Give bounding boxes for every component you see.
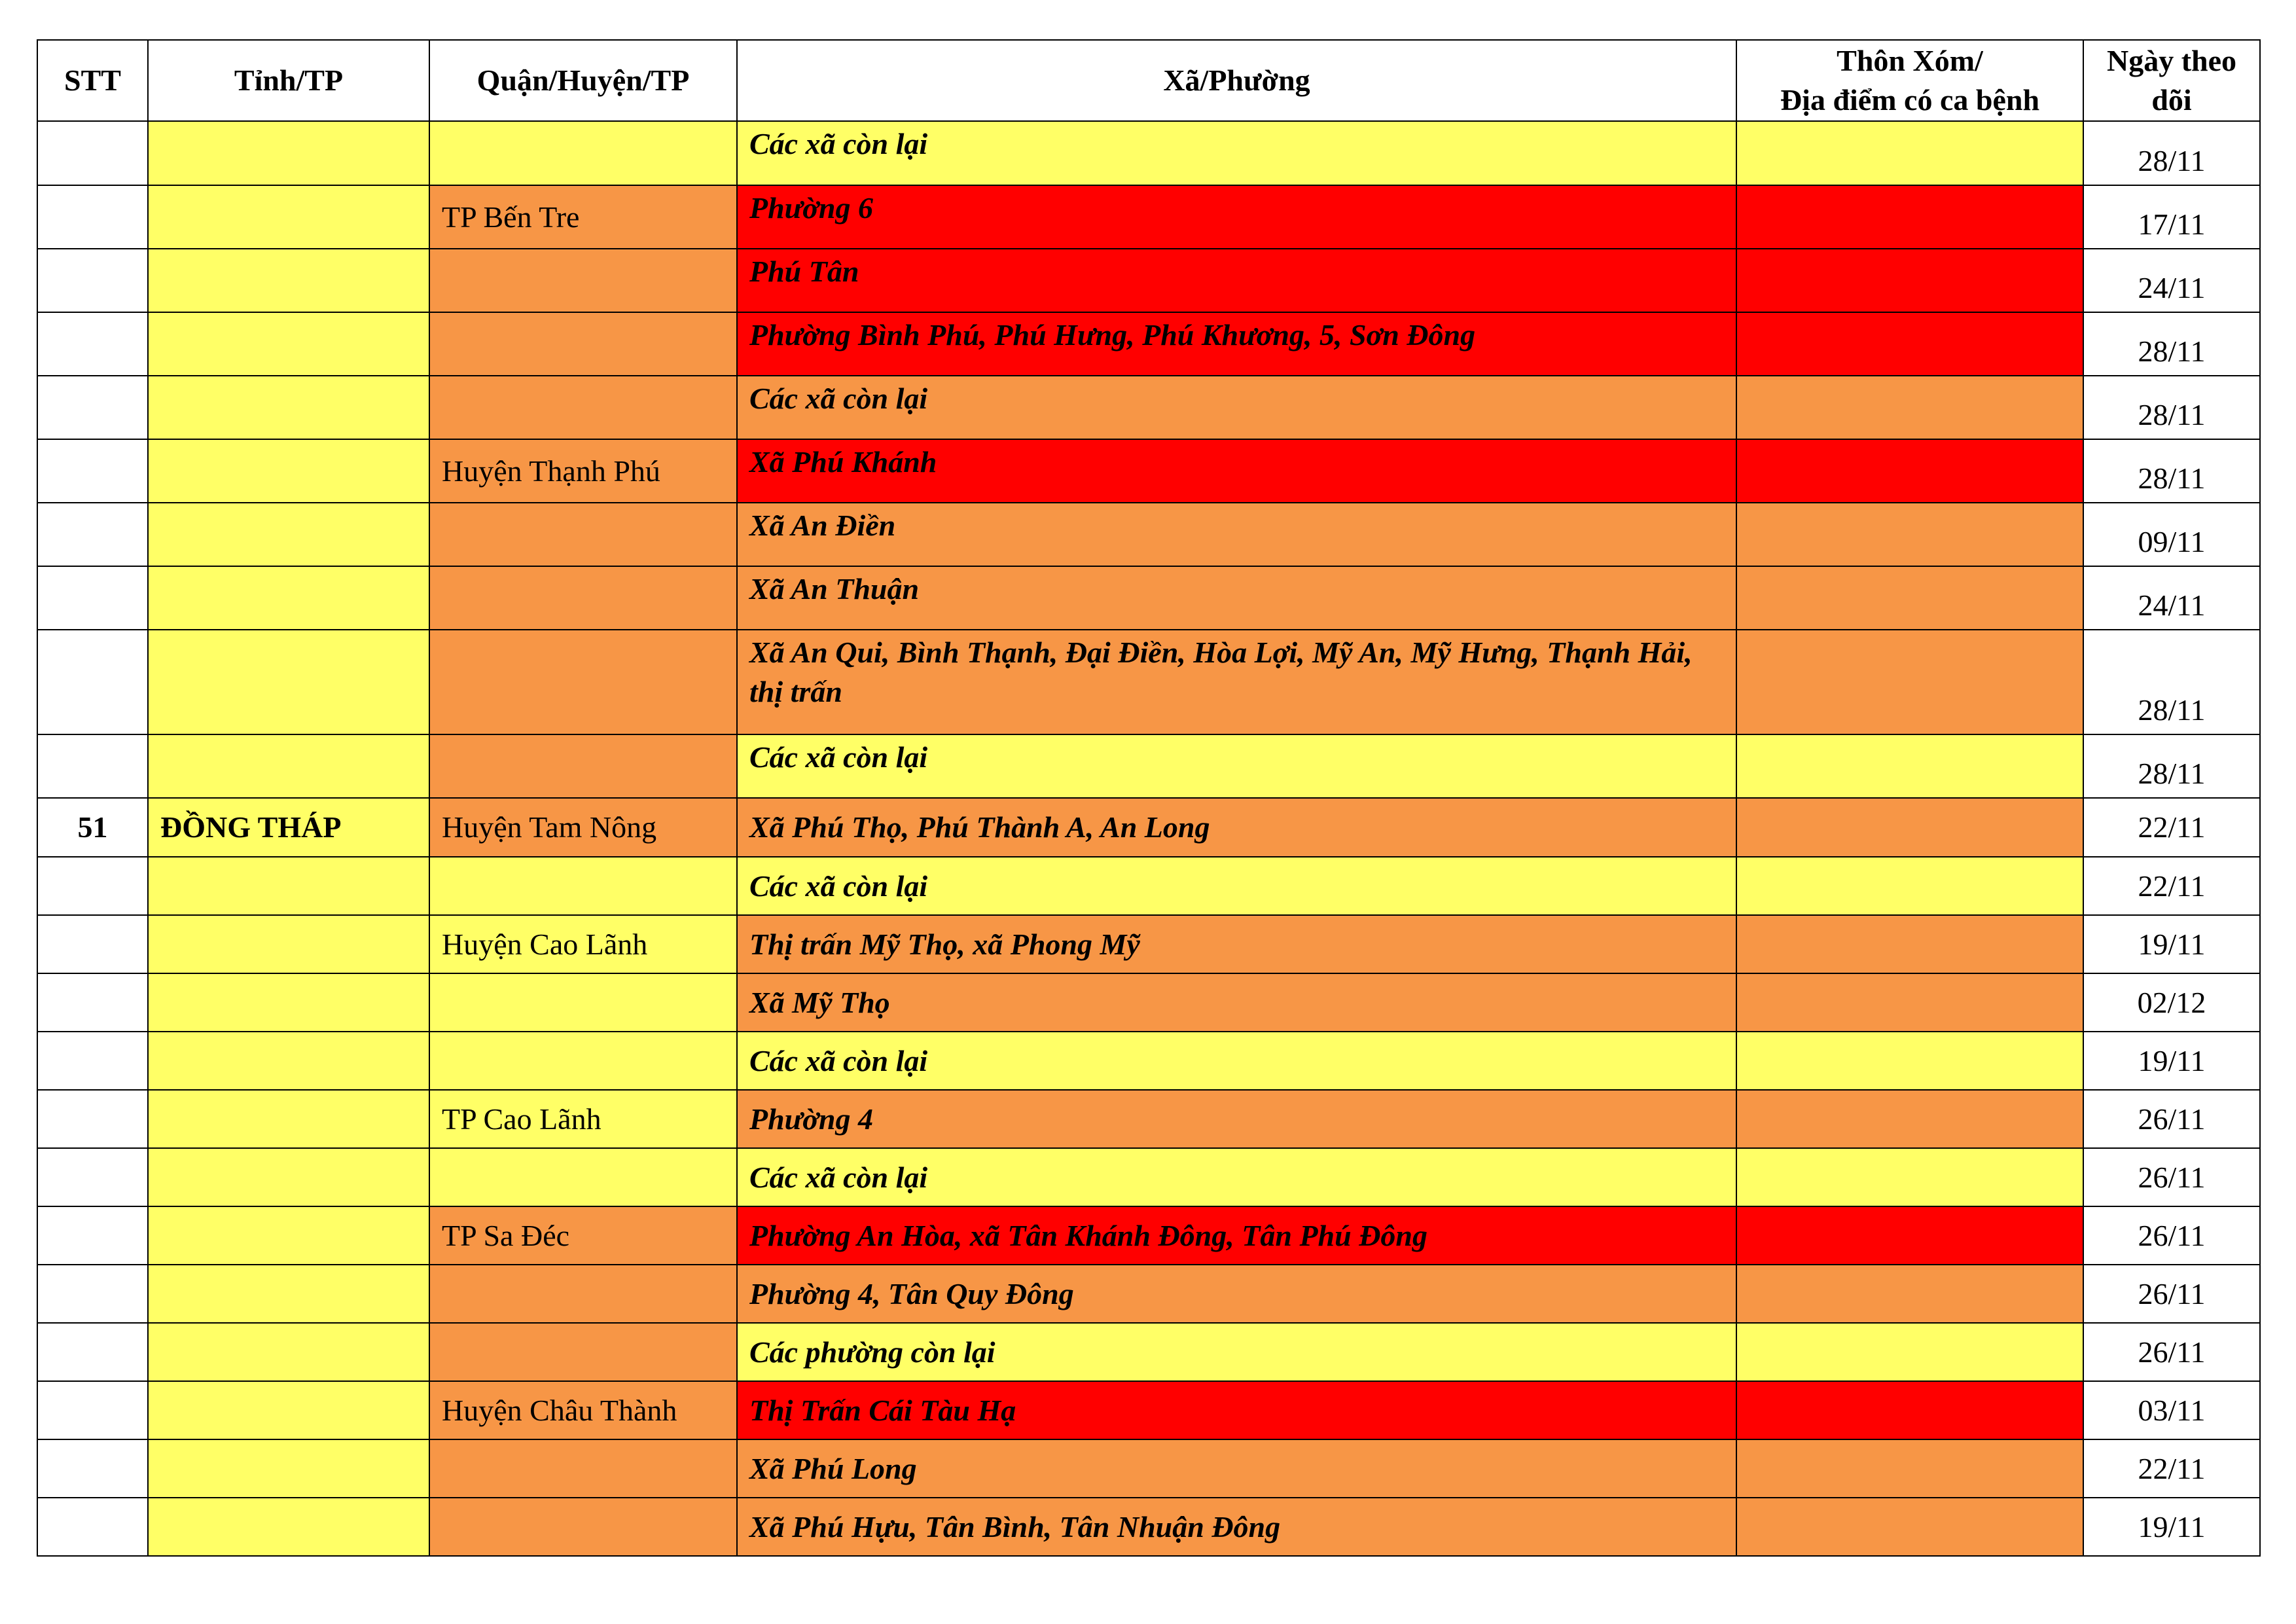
header-district: Quận/Huyện/TP xyxy=(429,40,737,121)
stt-cell xyxy=(37,439,148,503)
hamlet-cell xyxy=(1736,1265,2083,1323)
header-row xyxy=(37,40,2260,121)
date-cell: 17/11 xyxy=(2083,185,2260,249)
district-cell xyxy=(429,312,737,376)
hamlet-cell xyxy=(1736,121,2083,185)
district-cell: Huyện Thạnh Phú xyxy=(429,439,737,503)
province-cell xyxy=(148,185,429,249)
hamlet-cell xyxy=(1736,1498,2083,1556)
province-cell xyxy=(148,376,429,439)
ward-cell: Phường An Hòa, xã Tân Khánh Đông, Tân Phú Đông xyxy=(737,1206,1736,1265)
table-row xyxy=(37,566,2260,630)
hamlet-cell xyxy=(1736,1323,2083,1381)
date-cell: 19/11 xyxy=(2083,1498,2260,1556)
header-province: Tỉnh/TP xyxy=(148,40,429,121)
table-row xyxy=(37,798,2260,857)
stt-cell xyxy=(37,630,148,734)
province-cell xyxy=(148,312,429,376)
ward-cell: Phường 6 xyxy=(737,185,1736,249)
date-cell: 28/11 xyxy=(2083,312,2260,376)
ward-cell: Phú Tân xyxy=(737,249,1736,312)
date-cell: 22/11 xyxy=(2083,857,2260,915)
stt-cell: 51 xyxy=(37,798,148,857)
date-cell: 28/11 xyxy=(2083,121,2260,185)
date-cell: 03/11 xyxy=(2083,1381,2260,1439)
header-stt: STT xyxy=(37,40,148,121)
hamlet-cell xyxy=(1736,915,2083,973)
ward-cell: Xã Phú Thọ, Phú Thành A, An Long xyxy=(737,798,1736,857)
hamlet-cell xyxy=(1736,973,2083,1032)
hamlet-cell xyxy=(1736,503,2083,566)
hamlet-cell xyxy=(1736,1439,2083,1498)
table-row xyxy=(37,121,2260,185)
date-cell: 26/11 xyxy=(2083,1265,2260,1323)
hamlet-cell xyxy=(1736,630,2083,734)
header-ward: Xã/Phường xyxy=(737,40,1736,121)
hamlet-cell xyxy=(1736,376,2083,439)
header-date xyxy=(2083,40,2260,121)
district-cell xyxy=(429,630,737,734)
province-cell: ĐỒNG THÁP xyxy=(148,798,429,857)
hamlet-cell xyxy=(1736,1090,2083,1148)
province-cell xyxy=(148,1439,429,1498)
date-cell: 22/11 xyxy=(2083,1439,2260,1498)
province-cell xyxy=(148,973,429,1032)
header-hamlet xyxy=(1736,40,2083,121)
table-row xyxy=(37,1381,2260,1439)
table-row xyxy=(37,857,2260,915)
table-row xyxy=(37,1148,2260,1206)
district-cell xyxy=(429,249,737,312)
date-cell: 24/11 xyxy=(2083,249,2260,312)
stt-cell xyxy=(37,1032,148,1090)
table-body xyxy=(37,121,2260,1556)
province-cell xyxy=(148,249,429,312)
header-hamlet-line1: Thôn Xóm/ xyxy=(1837,44,1983,77)
ward-cell: Các xã còn lại xyxy=(737,1148,1736,1206)
district-cell xyxy=(429,857,737,915)
ward-cell: Thị Trấn Cái Tàu Hạ xyxy=(737,1381,1736,1439)
date-cell: 26/11 xyxy=(2083,1148,2260,1206)
hamlet-cell xyxy=(1736,566,2083,630)
date-cell: 22/11 xyxy=(2083,798,2260,857)
date-cell: 19/11 xyxy=(2083,915,2260,973)
date-cell: 28/11 xyxy=(2083,734,2260,798)
stt-cell xyxy=(37,566,148,630)
ward-cell: Các xã còn lại xyxy=(737,857,1736,915)
ward-cell: Xã Phú Long xyxy=(737,1439,1736,1498)
date-cell: 28/11 xyxy=(2083,439,2260,503)
province-cell xyxy=(148,857,429,915)
hamlet-cell xyxy=(1736,249,2083,312)
district-cell xyxy=(429,1032,737,1090)
hamlet-cell xyxy=(1736,1032,2083,1090)
hamlet-cell xyxy=(1736,439,2083,503)
hamlet-cell xyxy=(1736,185,2083,249)
table-row xyxy=(37,249,2260,312)
ward-cell: Xã An Điền xyxy=(737,503,1736,566)
stt-cell xyxy=(37,1148,148,1206)
hamlet-cell xyxy=(1736,1206,2083,1265)
hamlet-cell xyxy=(1736,798,2083,857)
ward-cell: Phường 4, Tân Quy Đông xyxy=(737,1265,1736,1323)
district-cell xyxy=(429,1323,737,1381)
stt-cell xyxy=(37,1381,148,1439)
date-cell: 26/11 xyxy=(2083,1206,2260,1265)
province-cell xyxy=(148,630,429,734)
ward-cell: Các xã còn lại xyxy=(737,1032,1736,1090)
stt-cell xyxy=(37,857,148,915)
table-row xyxy=(37,312,2260,376)
stt-cell xyxy=(37,1323,148,1381)
province-cell xyxy=(148,1206,429,1265)
province-cell xyxy=(148,1265,429,1323)
table-row xyxy=(37,1498,2260,1556)
hamlet-cell xyxy=(1736,857,2083,915)
date-cell: 28/11 xyxy=(2083,376,2260,439)
district-cell xyxy=(429,503,737,566)
ward-cell: Các xã còn lại xyxy=(737,734,1736,798)
outbreak-zone-table xyxy=(37,39,2261,1557)
province-cell xyxy=(148,503,429,566)
table-row xyxy=(37,973,2260,1032)
stt-cell xyxy=(37,185,148,249)
district-cell xyxy=(429,1148,737,1206)
district-cell: TP Cao Lãnh xyxy=(429,1090,737,1148)
hamlet-cell xyxy=(1736,312,2083,376)
stt-cell xyxy=(37,503,148,566)
ward-cell: Phường Bình Phú, Phú Hưng, Phú Khương, 5, Sơn Đông xyxy=(737,312,1736,376)
ward-cell: Xã An Thuận xyxy=(737,566,1736,630)
header-date-line2: dõi xyxy=(2151,83,2192,117)
header-hamlet-line2: Địa điểm có ca bệnh xyxy=(1780,83,2040,117)
ward-cell: Các phường còn lại xyxy=(737,1323,1736,1381)
table-row xyxy=(37,630,2260,734)
stt-cell xyxy=(37,1090,148,1148)
stt-cell xyxy=(37,734,148,798)
table-row xyxy=(37,1206,2260,1265)
table-row xyxy=(37,1032,2260,1090)
stt-cell xyxy=(37,915,148,973)
stt-cell xyxy=(37,1265,148,1323)
table-row xyxy=(37,734,2260,798)
table-row xyxy=(37,1265,2260,1323)
district-cell: Huyện Tam Nông xyxy=(429,798,737,857)
ward-cell: Xã Phú Hựu, Tân Bình, Tân Nhuận Đông xyxy=(737,1498,1736,1556)
province-cell xyxy=(148,1323,429,1381)
table-row xyxy=(37,376,2260,439)
district-cell xyxy=(429,376,737,439)
province-cell xyxy=(148,1090,429,1148)
province-cell xyxy=(148,1148,429,1206)
district-cell xyxy=(429,1265,737,1323)
district-cell xyxy=(429,1498,737,1556)
ward-cell: Thị trấn Mỹ Thọ, xã Phong Mỹ xyxy=(737,915,1736,973)
date-cell: 09/11 xyxy=(2083,503,2260,566)
province-cell xyxy=(148,1498,429,1556)
hamlet-cell xyxy=(1736,734,2083,798)
table-row xyxy=(37,503,2260,566)
stt-cell xyxy=(37,1439,148,1498)
stt-cell xyxy=(37,121,148,185)
district-cell: TP Sa Đéc xyxy=(429,1206,737,1265)
stt-cell xyxy=(37,1498,148,1556)
date-cell: 26/11 xyxy=(2083,1090,2260,1148)
province-cell xyxy=(148,439,429,503)
date-cell: 19/11 xyxy=(2083,1032,2260,1090)
district-cell xyxy=(429,734,737,798)
stt-cell xyxy=(37,312,148,376)
ward-cell: Phường 4 xyxy=(737,1090,1736,1148)
district-cell xyxy=(429,566,737,630)
district-cell xyxy=(429,973,737,1032)
date-cell: 02/12 xyxy=(2083,973,2260,1032)
stt-cell xyxy=(37,973,148,1032)
hamlet-cell xyxy=(1736,1381,2083,1439)
date-cell: 24/11 xyxy=(2083,566,2260,630)
province-cell xyxy=(148,566,429,630)
date-cell: 28/11 xyxy=(2083,630,2260,734)
ward-cell: Các xã còn lại xyxy=(737,376,1736,439)
stt-cell xyxy=(37,1206,148,1265)
district-cell xyxy=(429,1439,737,1498)
stt-cell xyxy=(37,249,148,312)
district-cell: Huyện Cao Lãnh xyxy=(429,915,737,973)
province-cell xyxy=(148,1032,429,1090)
ward-cell: Xã An Qui, Bình Thạnh, Đại Điền, Hòa Lợi, Mỹ An, Mỹ Hưng, Thạnh Hải, thị trấn xyxy=(737,630,1736,734)
table-row xyxy=(37,915,2260,973)
table-row xyxy=(37,1090,2260,1148)
ward-cell: Xã Mỹ Thọ xyxy=(737,973,1736,1032)
district-cell xyxy=(429,121,737,185)
province-cell xyxy=(148,915,429,973)
table-row xyxy=(37,1439,2260,1498)
ward-cell: Xã Phú Khánh xyxy=(737,439,1736,503)
district-cell: TP Bến Tre xyxy=(429,185,737,249)
table-row xyxy=(37,1323,2260,1381)
province-cell xyxy=(148,734,429,798)
stt-cell xyxy=(37,376,148,439)
province-cell xyxy=(148,121,429,185)
date-cell: 26/11 xyxy=(2083,1323,2260,1381)
district-cell: Huyện Châu Thành xyxy=(429,1381,737,1439)
province-cell xyxy=(148,1381,429,1439)
header-date-line1: Ngày theo xyxy=(2106,44,2237,77)
ward-cell: Các xã còn lại xyxy=(737,121,1736,185)
table-row xyxy=(37,185,2260,249)
hamlet-cell xyxy=(1736,1148,2083,1206)
table-row xyxy=(37,439,2260,503)
